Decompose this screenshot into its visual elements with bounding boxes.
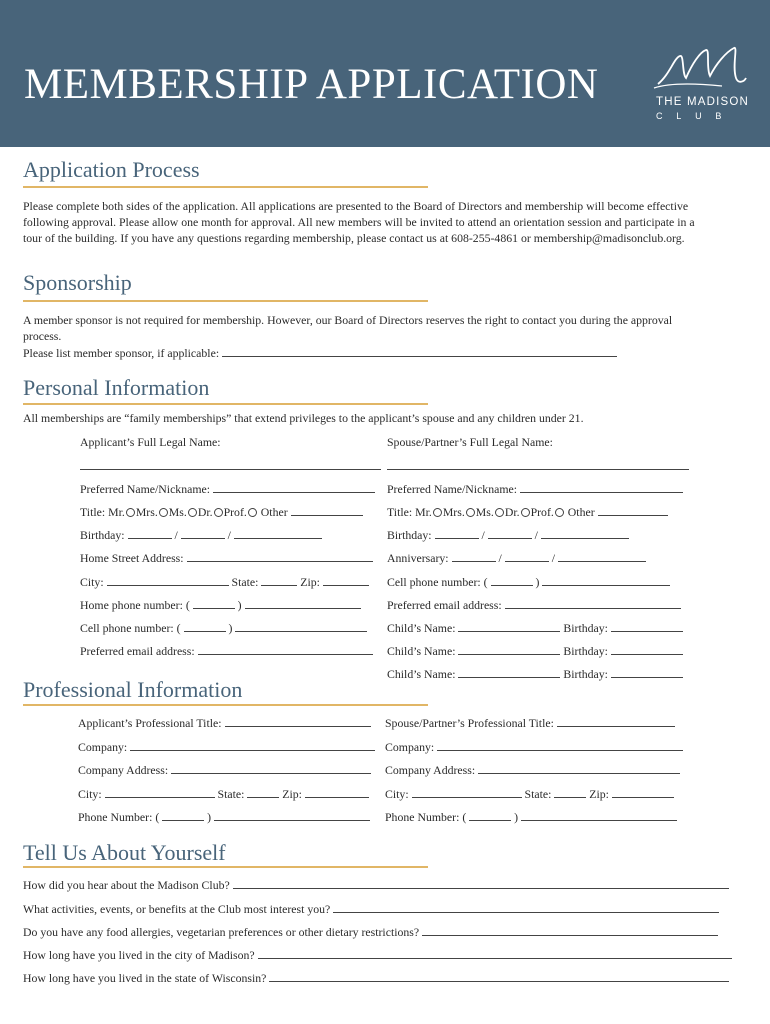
applicant-nickname-row xyxy=(80,482,375,497)
cell-area-code-field[interactable] xyxy=(491,575,533,586)
spouse-birthday-row xyxy=(387,528,629,543)
applicant-company-address-row xyxy=(78,763,371,778)
question-label: How long have you lived in the state of Wisconsin? xyxy=(23,971,267,985)
slash: / xyxy=(174,528,178,542)
question-row-5 xyxy=(23,971,729,986)
section-title-tell-us-about-yourself: Tell Us About Yourself xyxy=(23,840,226,865)
state-label: State: xyxy=(231,575,259,589)
spouse-title-row xyxy=(387,505,668,520)
phone-area-code-field[interactable] xyxy=(162,810,204,821)
slash: / xyxy=(534,528,538,542)
slash: / xyxy=(551,551,555,565)
answer-field[interactable] xyxy=(258,948,732,959)
section-rule xyxy=(23,403,428,405)
applicant-company-city-row xyxy=(78,787,369,802)
spouse-name-field[interactable] xyxy=(387,459,689,470)
title-label: Title: xyxy=(387,505,413,519)
section-rule xyxy=(23,186,428,188)
zip-field[interactable] xyxy=(323,575,369,586)
spouse-prof-title-row xyxy=(385,716,675,731)
applicant-company-row xyxy=(78,740,375,755)
birthday-day-field[interactable] xyxy=(488,528,532,539)
radio-mr[interactable] xyxy=(126,508,135,517)
phone-number-field[interactable] xyxy=(521,810,677,821)
city-state-zip-row xyxy=(80,575,369,590)
applicant-cell-row xyxy=(80,621,367,636)
spouse-email-field[interactable] xyxy=(505,598,681,609)
text-line: Please complete both sides of the application. All applications are presented to the Board of Directors and membership will become effective xyxy=(23,199,689,213)
applicant-name-field[interactable] xyxy=(80,459,381,470)
applicant-email-field[interactable] xyxy=(198,644,373,655)
radio-mrs[interactable] xyxy=(159,508,168,517)
option-label: Mrs. xyxy=(135,505,158,519)
option-label: Ms. xyxy=(475,505,494,519)
radio-ms[interactable] xyxy=(188,508,197,517)
birthday-year-field[interactable] xyxy=(234,528,322,539)
prof-title-label: Spouse/Partner’s Professional Title: xyxy=(385,716,554,730)
section-title-personal-information: Personal Information xyxy=(23,375,210,400)
state-label: State: xyxy=(217,787,245,801)
spouse-nickname-field[interactable] xyxy=(520,482,683,493)
child-birthday-label: Birthday: xyxy=(563,667,608,681)
close-paren: ) xyxy=(535,575,540,589)
answer-field[interactable] xyxy=(233,878,729,889)
madison-club-logo xyxy=(652,44,752,124)
city-label: City: xyxy=(385,787,409,801)
child-birthday-field[interactable] xyxy=(611,667,683,678)
option-label: Ms. xyxy=(168,505,187,519)
child-name-label: Child’s Name: xyxy=(387,667,456,681)
applicant-prof-title-field[interactable] xyxy=(225,716,371,727)
question-label: How long have you lived in the city of Madison? xyxy=(23,948,255,962)
slash: / xyxy=(498,551,502,565)
personal-intro: All memberships are “family memberships” that extend privileges to the applicant’s spouse and any children under 21. xyxy=(23,411,584,425)
radio-prof[interactable] xyxy=(248,508,257,517)
phone-label: Phone Number: ( xyxy=(385,810,467,824)
section-title-professional-information: Professional Information xyxy=(23,677,243,702)
applicant-prof-title-row xyxy=(78,716,371,731)
birthday-label: Birthday: xyxy=(387,528,432,542)
spouse-company-field[interactable] xyxy=(437,740,683,751)
birthday-month-field[interactable] xyxy=(128,528,172,539)
section-rule xyxy=(23,866,428,868)
nickname-label: Preferred Name/Nickname: xyxy=(387,482,518,496)
applicant-company-field[interactable] xyxy=(130,740,375,751)
radio-prof[interactable] xyxy=(555,508,564,517)
close-paren: ) xyxy=(207,810,212,824)
question-row-4 xyxy=(23,948,732,963)
phone-number-field[interactable] xyxy=(214,810,370,821)
city-label: City: xyxy=(80,575,104,589)
cell-label: Cell phone number: ( xyxy=(80,621,181,635)
state-field[interactable] xyxy=(261,575,297,586)
child-row-2 xyxy=(387,644,683,659)
city-field[interactable] xyxy=(107,575,229,586)
anniversary-year-field[interactable] xyxy=(558,551,646,562)
applicant-nickname-field[interactable] xyxy=(213,482,375,493)
zip-label: Zip: xyxy=(282,787,302,801)
cell-area-code-field[interactable] xyxy=(184,621,226,632)
option-label: Prof. xyxy=(223,505,247,519)
prof-title-label: Applicant’s Professional Title: xyxy=(78,716,222,730)
spouse-company-phone-row xyxy=(385,810,677,825)
anniversary-row xyxy=(387,551,646,566)
question-row-3 xyxy=(23,925,718,940)
text-line: tour of the building. If you have any questions regarding membership, please contact us at 608-255-4861 or membership@madisonclub.org. xyxy=(23,231,685,245)
radio-mr[interactable] xyxy=(433,508,442,517)
question-label: What activities, events, or benefits at the Club most interest you? xyxy=(23,902,331,916)
birthday-month-field[interactable] xyxy=(435,528,479,539)
application-process-text xyxy=(23,198,747,246)
cell-number-field[interactable] xyxy=(542,575,670,586)
option-label: Mrs. xyxy=(442,505,465,519)
birthday-label: Birthday: xyxy=(80,528,125,542)
radio-mrs[interactable] xyxy=(466,508,475,517)
page-title: MEMBERSHIP APPLICATION xyxy=(24,61,599,108)
radio-dr[interactable] xyxy=(521,508,530,517)
close-paren: ) xyxy=(228,621,233,635)
email-label: Preferred email address: xyxy=(387,598,502,612)
zip-label: Zip: xyxy=(300,575,320,589)
home-address-field[interactable] xyxy=(187,551,373,562)
slash: / xyxy=(227,528,231,542)
option-label: Mr. xyxy=(415,505,432,519)
option-label: Other xyxy=(260,505,288,519)
sponsor-field[interactable] xyxy=(222,346,617,357)
child-name-label: Child’s Name: xyxy=(387,621,456,635)
home-phone-field[interactable] xyxy=(245,598,361,609)
child-row-1 xyxy=(387,621,683,636)
child-row-3 xyxy=(387,667,683,682)
company-label: Company: xyxy=(78,740,128,754)
radio-ms[interactable] xyxy=(495,508,504,517)
section-rule xyxy=(23,300,428,302)
city-field[interactable] xyxy=(412,787,522,798)
home-address-row xyxy=(80,551,373,566)
logo-line1: THE MADISON xyxy=(656,96,750,108)
zip-label: Zip: xyxy=(589,787,609,801)
question-label: Do you have any food allergies, vegetarian preferences or other dietary restrictions? xyxy=(23,925,420,939)
home-area-code-field[interactable] xyxy=(193,598,235,609)
spouse-company-address-row xyxy=(385,763,680,778)
email-label: Preferred email address: xyxy=(80,644,195,658)
sponsor-row xyxy=(23,346,617,361)
close-paren: ) xyxy=(514,810,519,824)
applicant-title-other-field[interactable] xyxy=(291,505,363,516)
anniversary-label: Anniversary: xyxy=(387,551,449,565)
state-label: State: xyxy=(524,787,552,801)
anniversary-day-field[interactable] xyxy=(505,551,549,562)
header-banner xyxy=(0,0,770,147)
phone-label: Phone Number: ( xyxy=(78,810,160,824)
question-row-2 xyxy=(23,902,719,917)
applicant-name-label: Applicant’s Full Legal Name: xyxy=(80,435,221,449)
answer-field[interactable] xyxy=(422,925,718,936)
section-title-application-process: Application Process xyxy=(23,157,200,182)
child-name-label: Child’s Name: xyxy=(387,644,456,658)
anniversary-month-field[interactable] xyxy=(452,551,496,562)
cell-label: Cell phone number: ( xyxy=(387,575,488,589)
zip-field[interactable] xyxy=(305,787,369,798)
sponsor-label: Please list member sponsor, if applicable: xyxy=(23,346,220,360)
applicant-title-row xyxy=(80,505,363,520)
title-label: Title: xyxy=(80,505,106,519)
answer-field[interactable] xyxy=(333,902,719,913)
state-field[interactable] xyxy=(554,787,586,798)
spouse-email-row xyxy=(387,598,681,613)
applicant-company-address-field[interactable] xyxy=(171,763,371,774)
option-label: Dr. xyxy=(504,505,520,519)
company-address-label: Company Address: xyxy=(78,763,169,777)
birthday-day-field[interactable] xyxy=(181,528,225,539)
text-line: process. xyxy=(23,329,62,343)
child-name-field[interactable] xyxy=(458,644,560,655)
cell-number-field[interactable] xyxy=(235,621,367,632)
applicant-company-phone-row xyxy=(78,810,370,825)
phone-area-code-field[interactable] xyxy=(469,810,511,821)
child-birthday-field[interactable] xyxy=(611,644,683,655)
close-paren: ) xyxy=(237,598,242,612)
spouse-cell-row xyxy=(387,575,670,590)
spouse-title-other-field[interactable] xyxy=(598,505,668,516)
child-name-field[interactable] xyxy=(458,621,560,632)
spouse-nickname-row xyxy=(387,482,683,497)
monogram-m-icon xyxy=(652,44,748,94)
home-address-label: Home Street Address: xyxy=(80,551,184,565)
radio-dr[interactable] xyxy=(214,508,223,517)
spouse-company-row xyxy=(385,740,683,755)
option-label: Prof. xyxy=(530,505,554,519)
text-line: following approval. Please allow one month for approval. All new members will be invited to attend an orientation session and participate in a xyxy=(23,215,695,229)
slash: / xyxy=(481,528,485,542)
city-field[interactable] xyxy=(105,787,215,798)
spouse-company-city-row xyxy=(385,787,674,802)
home-phone-row xyxy=(80,598,361,613)
zip-field[interactable] xyxy=(612,787,674,798)
question-label: How did you hear about the Madison Club? xyxy=(23,878,230,892)
child-birthday-label: Birthday: xyxy=(563,644,608,658)
state-field[interactable] xyxy=(247,787,279,798)
child-birthday-field[interactable] xyxy=(611,621,683,632)
spouse-company-address-field[interactable] xyxy=(478,763,680,774)
sponsorship-text xyxy=(23,312,747,344)
city-label: City: xyxy=(78,787,102,801)
spouse-name-label: Spouse/Partner’s Full Legal Name: xyxy=(387,435,553,449)
home-phone-label: Home phone number: ( xyxy=(80,598,190,612)
nickname-label: Preferred Name/Nickname: xyxy=(80,482,211,496)
spouse-prof-title-field[interactable] xyxy=(557,716,675,727)
option-label: Dr. xyxy=(197,505,213,519)
section-title-sponsorship: Sponsorship xyxy=(23,270,132,295)
applicant-email-row xyxy=(80,644,373,659)
question-row-1 xyxy=(23,878,729,893)
child-name-field[interactable] xyxy=(458,667,560,678)
text-line: A member sponsor is not required for membership. However, our Board of Directors reserves the right to contact you during the approval xyxy=(23,313,673,327)
company-address-label: Company Address: xyxy=(385,763,476,777)
applicant-birthday-row xyxy=(80,528,322,543)
answer-field[interactable] xyxy=(269,971,729,982)
birthday-year-field[interactable] xyxy=(541,528,629,539)
option-label: Other xyxy=(567,505,595,519)
child-birthday-label: Birthday: xyxy=(563,621,608,635)
logo-line2: CLUB xyxy=(656,111,736,121)
company-label: Company: xyxy=(385,740,435,754)
option-label: Mr. xyxy=(108,505,125,519)
section-rule xyxy=(23,704,428,706)
